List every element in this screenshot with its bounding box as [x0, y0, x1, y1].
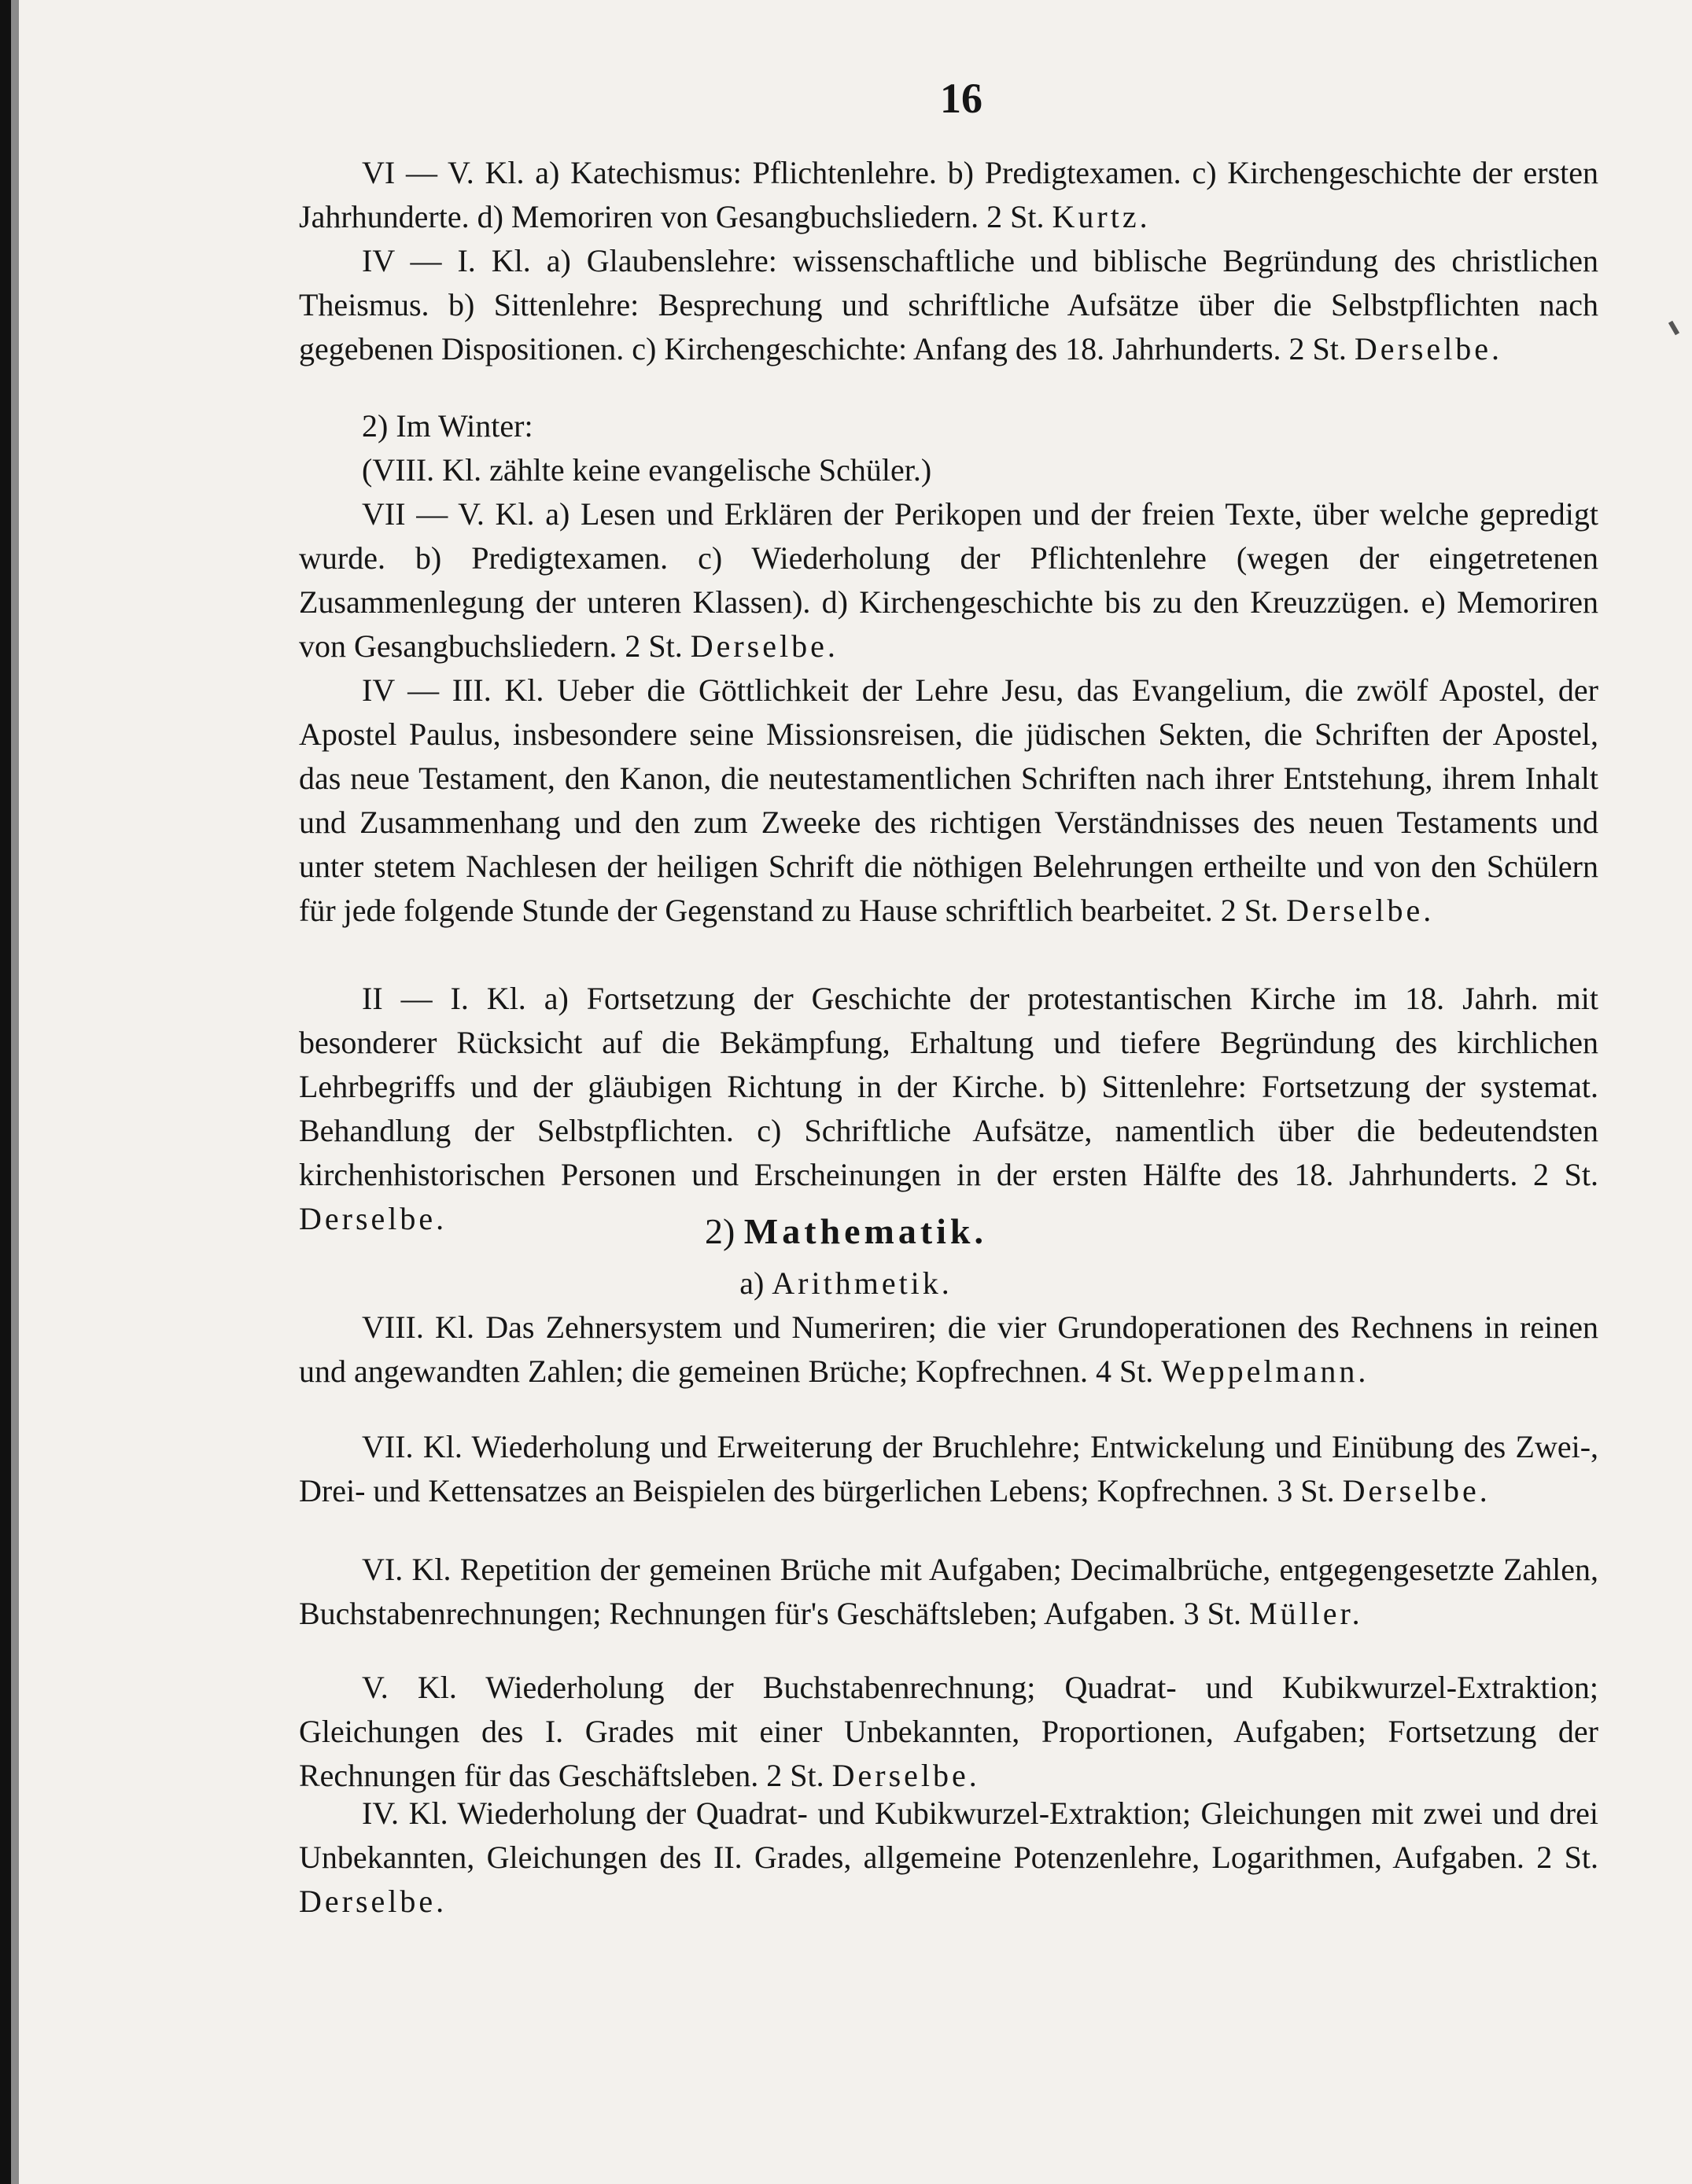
paragraph-body: a) Fortsetzung der Geschichte der protestantischen Kirche im 18. Jahrh. mit besonderer Rücksicht auf die Bekämpfung, Erhaltung und tiefere Begründung des kirchlichen Lehrbegriffs und der gläubigen Richtung in der Kirche. b) Sittenlehre: Fortsetzung der systemat. Behandlung der Selbstpflichten. c) Schriftliche Aufsätze, namentlich über die bedeutendsten kirchenhistorischen Personen und Erscheinungen in der ersten Hälfte des 18. Jahrhunderts. 2 St. — [299, 981, 1598, 1192]
section-number: 2) — [704, 1211, 735, 1251]
teacher-name: Derselbe. — [299, 1201, 448, 1236]
paragraph-body: a) Glaubenslehre: wissenschaftliche und biblische Begründung des christlichen Theismus. b) Sittenlehre: Besprechung und schriftliche Aufsätze über die Selbstpflichten nach gegebenen Dispositionen. c) Kirchengeschichte: Anfang des 18. Jahrhunderts. 2 St. — [299, 243, 1599, 366]
scan-edge-shadow — [0, 0, 11, 2184]
class-label: V. Kl. — [362, 1670, 457, 1705]
paragraph-vii-v — [299, 492, 1598, 668]
teacher-name: Derselbe. — [1354, 331, 1503, 366]
paragraph-body: Wiederholung und Erweiterung der Bruchlehre; Entwickelung und Einübung des Zwei-, Drei- und Kettensatzes an Beispielen des bürgerlichen Lebens; Kopfrechnen. 3 St. — [299, 1429, 1599, 1508]
paragraph-math-iv — [299, 1792, 1598, 1924]
teacher-name: Derselbe. — [831, 1758, 980, 1793]
teacher-name: Müller. — [1249, 1596, 1363, 1631]
class-label: IV. Kl. — [362, 1795, 448, 1831]
paragraph-ii-i — [299, 977, 1598, 1241]
paragraph-body: Repetition der gemeinen Brüche mit Aufgaben; Decimalbrüche, entgegengesetzte Zahlen, Buchstabenrechnungen; Rechnungen für's Geschäftsleben; Aufgaben. 3 St. — [299, 1552, 1598, 1631]
winter-note: (VIII. Kl. zählte keine evangelische Schüler.) — [362, 452, 932, 488]
teacher-name: Derselbe. — [1342, 1473, 1491, 1508]
paragraph-math-v — [299, 1666, 1598, 1798]
paragraph-math-vii — [299, 1425, 1598, 1513]
teacher-name: Derselbe. — [299, 1884, 448, 1919]
margin-mark — [1668, 321, 1679, 336]
paragraph-body: a) Katechismus: Pflichtenlehre. b) Predigtexamen. c) Kirchengeschichte der ersten Jahrhunderte. d) Memoriren von Gesangbuchsliedern. 2 St. — [299, 155, 1599, 234]
paragraph-body: Ueber die Göttlichkeit der Lehre Jesu, das Evangelium, die zwölf Apostel, der Apostel Paulus, insbesondere seine Missionsreisen, die jüdischen Sekten, die Schriften der Apostel, das neue Testament, den Kanon, die neutestamentlichen Schriften nach ihrer Entstehung, ihrem Inhalt und Zusammenhang und den zum Zweeke des richtigen Verständnisses des neuen Testaments und unter stetem Nachlesen der heiligen Schrift die nöthigen Belehrungen ertheilte und von den Schülern für jede folgende Stunde der Gegenstand zu Hause schriftlich bearbeitet. 2 St. — [299, 672, 1598, 928]
paragraph-body: Das Zehnersystem und Numeriren; die vier Grundoperationen des Rechnens in reinen und angewandten Zahlen; die gemeinen Brüche; Kopfrechnen. 4 St. — [299, 1309, 1598, 1389]
paragraph-body: Wiederholung der Quadrat- und Kubikwurzel-Extraktion; Gleichungen mit zwei und drei Unbekannten, Gleichungen des II. Grades, allgemeine Potenzenlehre, Logarithmen, Aufgaben. 2 St. — [299, 1795, 1598, 1875]
class-label: VI — V. Kl. — [362, 155, 525, 190]
paragraph-iv-iii — [299, 668, 1598, 933]
teacher-name: Kurtz. — [1052, 199, 1151, 234]
subsection-title: Arithmetik. — [772, 1265, 953, 1301]
paragraph-math-viii — [299, 1306, 1598, 1394]
teacher-name: Derselbe. — [1286, 893, 1435, 928]
class-label: II — I. Kl. — [362, 981, 526, 1016]
winter-heading: 2) Im Winter: — [362, 408, 533, 444]
class-label: VI. Kl. — [362, 1552, 452, 1587]
teacher-name: Derselbe. — [690, 628, 839, 664]
paragraph-math-vi — [299, 1548, 1598, 1636]
class-label: IV — III. Kl. — [362, 672, 544, 708]
paragraph-iv-i — [299, 239, 1598, 371]
paragraph-vi-v — [299, 151, 1598, 239]
page-number: 16 — [940, 75, 982, 122]
class-label: IV — I. Kl. — [362, 243, 531, 278]
scan-edge-gradient — [11, 0, 19, 2184]
class-label: VIII. Kl. — [362, 1309, 475, 1345]
class-label: VII. Kl. — [362, 1429, 463, 1464]
section-title: Mathematik. — [743, 1211, 988, 1251]
subsection-label: a) — [739, 1265, 765, 1301]
teacher-name: Weppelmann. — [1161, 1353, 1369, 1389]
section-heading — [0, 1210, 1692, 1254]
paragraph-body: a) Lesen und Erklären der Perikopen und der freien Texte, über welche gepredigt wurde. b) Predigtexamen. c) Wiederholung der Pflichtenlehre (wegen der eingetretenen Zusammenlegung der unteren Klassen). d) Kirchengeschichte bis zu den Kreuzzügen. e) Memoriren von Gesangbuchsliedern. 2 St. — [299, 496, 1598, 664]
class-label: VII — V. Kl. — [362, 496, 535, 532]
paragraph-body: Wiederholung der Buchstabenrechnung; Quadrat- und Kubikwurzel-Extraktion; Gleichungen des I. Grades mit einer Unbekannten, Proportionen, Aufgaben; Fortsetzung der Rechnungen für das Geschäftsleben. 2 St. — [299, 1670, 1598, 1793]
subsection-heading — [0, 1261, 1692, 1306]
